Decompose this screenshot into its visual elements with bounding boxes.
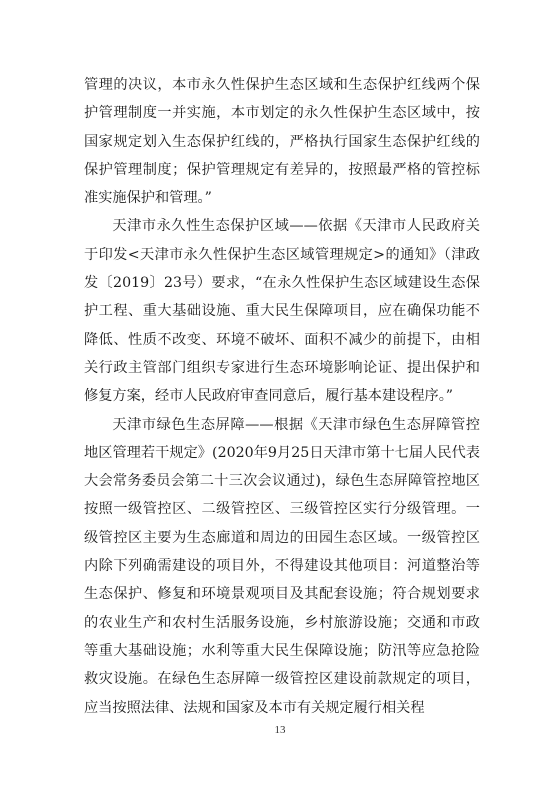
paragraph-green-ecological-barrier: 天津市绿色生态屏障——根据《天津市绿色生态屏障管控地区管理若干规定》(2020年9月25日天津市第十七届人民代表大会常务委员会第二十三次会议通过)，绿色生态屏障管控地区按照一级管控区、二级管控区、三级管控区实行分级管理。一级管控区主要为生态廊道和周边的田园生态区域。一级管控区内除下列确需建设的项目外，不得建设其他项目：河道整治等生态保护、修复和环境景观项目及其配套设施；符合规划要求的农业生产和农村生活服务设施，乡村旅游设施；交通和市政等重大基础设施；水利等重大民生保障设施；防汛等应急抢险救灾设施。在绿色生态屏障一级管控区建设前款规定的项目，应当按照法律、法规和国家及本市有关规定履行相关程: [84, 416, 480, 716]
paragraph-permanent-ecological-protection-area: 天津市永久性生态保护区域——依据《天津市人民政府关于印发<天津市永久性保护生态区域管理规定>的通知》（津政发〔2019〕23号）要求，“在永久性保护生态区域建设生态保护工程、重大基础设施、重大民生保障项目，应在确保功能不降低、性质不改变、环境不破坏、面积不减少的前提下，由相关行政主管部门组织专家进行生态环境影响论证、提出保护和修复方案，经市人民政府审查同意后，履行基本建设程序。”: [84, 218, 480, 405]
body-text: [84, 71, 480, 722]
page-number: 13: [274, 724, 286, 736]
paragraph-continuation: 管理的决议，本市永久性保护生态区域和生态保护红线两个保护管理制度一并实施，本市划定的永久性保护生态区域中，按国家规定划入生态保护红线的，严格执行国家生态保护红线的保护管理制度；保护管理规定有差异的，按照最严格的管控标准实施保护和管理。”: [84, 77, 480, 207]
